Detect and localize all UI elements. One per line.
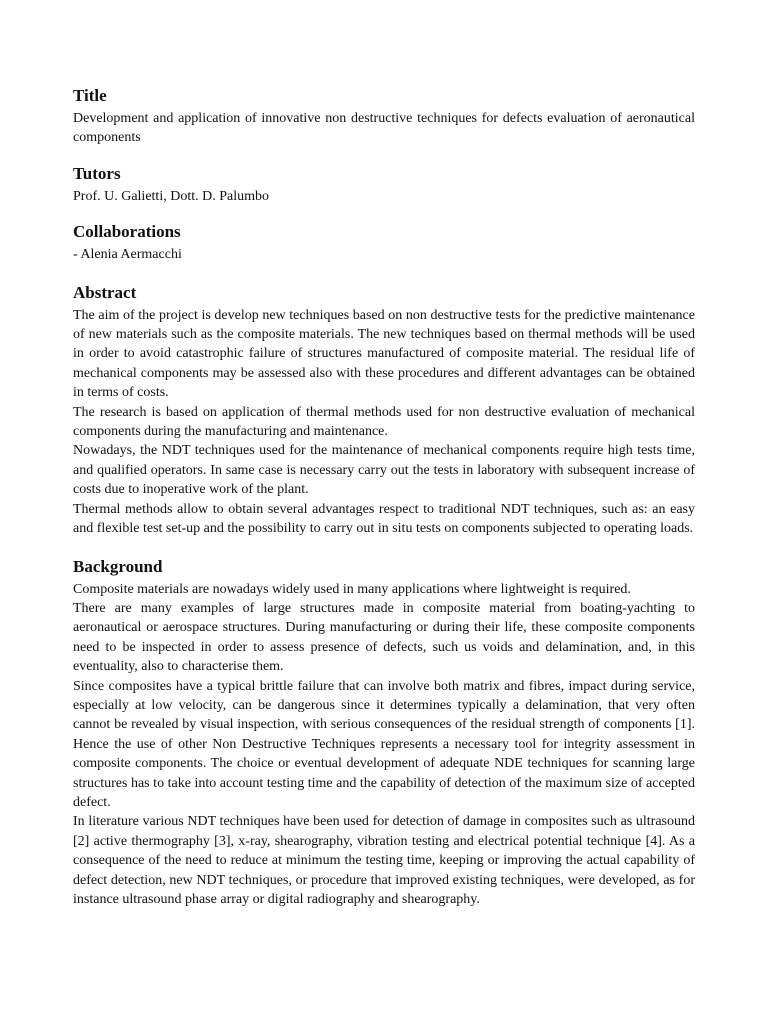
section-heading-abstract: Abstract bbox=[73, 282, 137, 302]
tutors-text: Prof. U. Galietti, Dott. D. Palumbo bbox=[73, 188, 269, 204]
background-paragraph: Since composites have a typical brittle failure that can involve both matrix and fibres, impact during service, especially at low velocity, can be dangerous since it determines typically a delamination, that very often cannot be revealed by visual inspection, with serious consequences of the residual strength of components [1]. Hence the use of other Non Destructive Techniques represents a necessary tool for integrity assessment in composite components. The choice or eventual development of adequate NDE techniques for scanning large structures has to take into account testing time and the capability of detection of the maximum size of accepted defect. bbox=[73, 678, 695, 810]
collaborations-section bbox=[73, 220, 695, 264]
section-heading-background: Background bbox=[73, 556, 163, 576]
background-section bbox=[73, 555, 695, 910]
title-section bbox=[73, 84, 695, 148]
document-page bbox=[73, 84, 695, 923]
title-text: Development and application of innovative non destructive techniques for defects evaluation of aeronautical components bbox=[73, 111, 695, 146]
section-heading-collaborations: Collaborations bbox=[73, 222, 181, 242]
background-paragraph: There are many examples of large structures made in composite material from boating-yachting to aeronautical or aerospace structures. During manufacturing or during their life, these composite components need to be inspected in order to assess presence of defects, such us voids and delamination, and, in this eventuality, also to characterise them. bbox=[73, 600, 695, 675]
tutors-section bbox=[73, 162, 695, 206]
abstract-paragraph: Thermal methods allow to obtain several advantages respect to traditional NDT techniques, such as: an easy and flexible test set-up and the possibility to carry out in situ tests on components subjected to operating loads. bbox=[73, 501, 695, 537]
abstract-section bbox=[73, 281, 695, 539]
background-paragraph: Composite materials are nowadays widely used in many applications where lightweight is required. bbox=[73, 581, 631, 597]
abstract-paragraph: Nowadays, the NDT techniques used for the maintenance of mechanical components require high tests time, and qualified operators. In same case is necessary carry out the tests in laboratory with subsequent increase of costs due to inoperative work of the plant. bbox=[73, 443, 695, 498]
section-heading-tutors: Tutors bbox=[73, 163, 121, 183]
abstract-paragraph: The aim of the project is develop new techniques based on non destructive tests for the predictive maintenance of new materials such as the composite materials. The new techniques based on thermal methods will be used in order to avoid catastrophic failure of structures manufactured of composite material. The residual life of mechanical components may be assessed also with these procedures and different advantages can be obtained in terms of costs. bbox=[73, 307, 695, 401]
section-heading-title: Title bbox=[73, 86, 107, 105]
collaborations-text: - Alenia Aermacchi bbox=[73, 247, 182, 263]
background-paragraph: In literature various NDT techniques have been used for detection of damage in composites such as ultrasound [2] active thermography [3], x-ray, shearography, vibration testing and electrical potential technique [4]. As a consequence of the need to reduce at minimum the testing time, keeping or improving the actual capability of defect detection, new NDT techniques, or procedure that improved existing techniques, were developed, as for instance ultrasound phase array or digital radiography and shearography. bbox=[73, 814, 695, 907]
abstract-paragraph: The research is based on application of thermal methods used for non destructive evaluation of mechanical components during the manufacturing and maintenance. bbox=[73, 404, 695, 440]
